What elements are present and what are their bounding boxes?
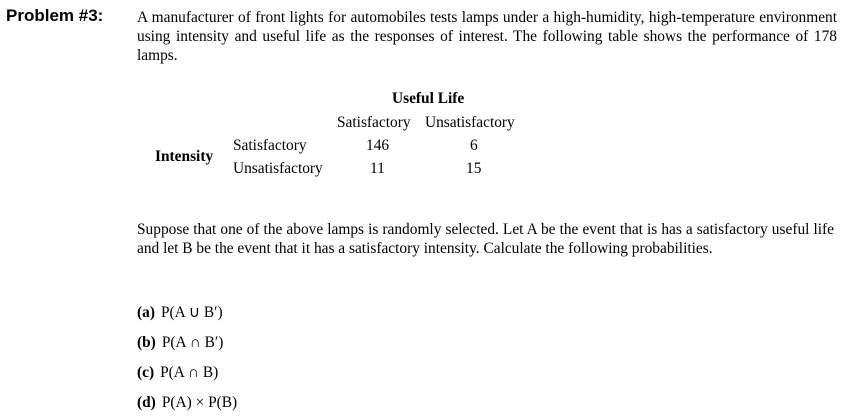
question-label: (c) — [137, 364, 155, 381]
question-a — [137, 303, 223, 322]
cell-unsat-sat: 11 — [370, 160, 385, 177]
question-expression: P(A ∪ B′) — [160, 304, 223, 321]
question-d — [137, 394, 237, 412]
cell-sat-sat: 146 — [366, 137, 390, 154]
question-label: (a) — [137, 304, 155, 321]
question-label: (d) — [137, 394, 156, 411]
table-row-group: Intensity — [155, 148, 214, 165]
problem-intro — [137, 8, 837, 65]
intro-text: A manufacturer of front lights for automobiles tests lamps under a high-humidity, high-temperature environment using intensity and useful life as the responses of interest. The following table shows the performance of 178 lamps. — [137, 9, 837, 64]
column-header-satisfactory: Satisfactory — [337, 114, 411, 131]
column-header-unsatisfactory: Unsatisfactory — [425, 114, 515, 131]
row-label-satisfactory: Satisfactory — [233, 137, 307, 154]
row-label-unsatisfactory: Unsatisfactory — [233, 160, 323, 177]
question-expression: P(A ∩ B) — [160, 364, 219, 381]
cell-unsat-unsat: 15 — [466, 160, 482, 177]
question-c — [137, 364, 218, 382]
table-column-group: Useful Life — [392, 90, 465, 107]
question-expression: P(A ∩ B′) — [161, 334, 224, 351]
question-expression: P(A) × P(B) — [161, 394, 238, 411]
question-b — [137, 334, 223, 352]
question-label: (b) — [137, 334, 156, 351]
problem-label: Problem #3: — [6, 6, 104, 25]
problem-body: Suppose that one of the above lamps is randomly selected. Let A be the event that is has a satisfactory useful life and let B be the event that it has a satisfactory intensity. Calculate the following probabilities. — [137, 221, 834, 257]
cell-sat-unsat: 6 — [470, 137, 478, 154]
